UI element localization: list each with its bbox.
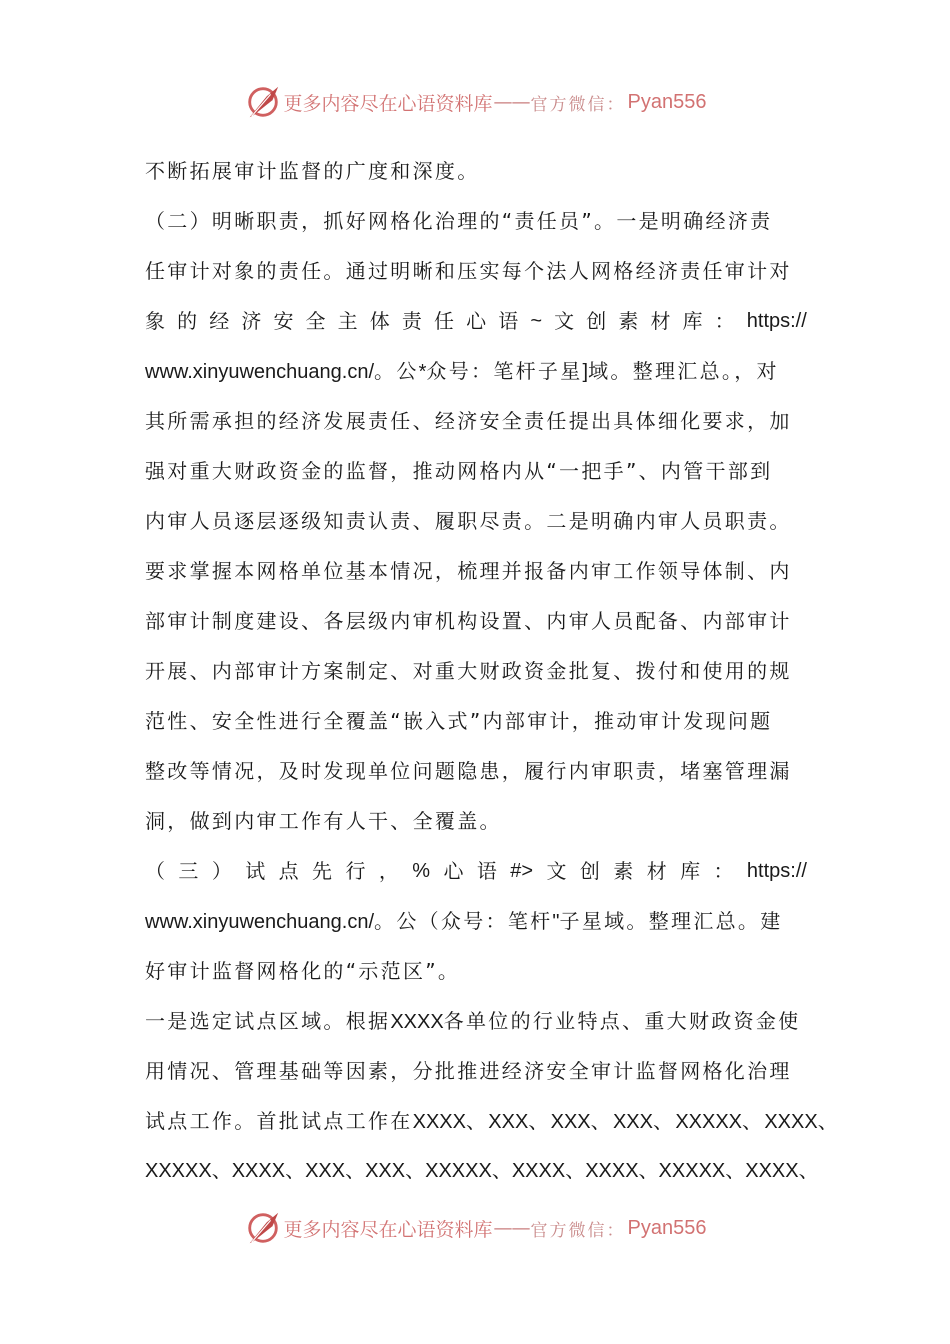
text-token: 素 [618, 309, 639, 333]
latin-run: www.xinyuwenchuang.cn/ [145, 361, 375, 383]
text-line: 内审人员逐层逐级知责认责、履职尽责。二是明确内审人员职责。 [145, 509, 792, 533]
text-token: 先 [312, 859, 333, 883]
text-token: 经 [209, 309, 230, 333]
text-token: 试 [245, 859, 266, 883]
text-token: 文 [554, 309, 575, 333]
text-token: 材 [646, 859, 667, 883]
latin-run: XXXX [390, 1011, 444, 1033]
text-line-justified [145, 1146, 819, 1196]
latin-run: XXX [488, 1111, 529, 1133]
latin-run: www.xinyuwenchuang.cn/ [145, 911, 375, 933]
text-token: 任 [433, 309, 454, 333]
text-token: 三 [178, 859, 199, 883]
text-token: 济 [241, 309, 262, 333]
text-token: 创 [579, 859, 600, 883]
banner-wechat-label: 官方微信： [530, 94, 626, 115]
text-token: 库 [682, 309, 703, 333]
text-token: % [412, 860, 431, 882]
text-line: 范性、安全性进行全覆盖“嵌入式”内部审计，推动审计发现问题 [145, 709, 773, 733]
text-token: 材 [650, 309, 671, 333]
latin-run: XXXX [412, 1111, 466, 1133]
latin-run: * [418, 361, 427, 383]
text-line: （二）明晰职责，抓好网格化治理的“责任员”。一是明确经济责 [145, 209, 773, 233]
text-token: 行 [345, 859, 366, 883]
text-line: 不断拓展审计监督的广度和深度。 [145, 159, 480, 183]
text-token: XXX、 [305, 1160, 366, 1182]
banner-separator: —— [493, 91, 530, 113]
text-token: 心 [443, 859, 464, 883]
quill-logo-icon [244, 83, 282, 121]
text-token: ： [713, 859, 734, 883]
text-line: 整改等情况，及时发现单位问题隐患，履行内审职责，堵塞管理漏 [145, 759, 792, 783]
text-token: XXXXX、 [658, 1160, 746, 1182]
text-token: XXXXX、 [425, 1160, 512, 1182]
banner-wechat-id: Pyan556 [627, 90, 707, 113]
text-token: 全 [305, 309, 326, 333]
latin-run: XXX [550, 1111, 591, 1133]
text-line: 试点工作。首批试点工作在XXXX、XXX、XXX、XXX、XXXXX、XXXX、 [145, 1109, 840, 1133]
text-token: XXXX、 [511, 1160, 586, 1182]
text-line-justified [145, 296, 807, 346]
text-token: #> [510, 860, 534, 882]
footer-watermark-banner [0, 1208, 950, 1248]
text-line: 要求掌握本网格单位基本情况，梳理并报备内审工作领导体制、内 [145, 559, 792, 583]
text-token: ） [211, 859, 232, 883]
header-watermark-banner [0, 82, 950, 122]
text-token: ： [714, 309, 735, 333]
text-token: 素 [613, 859, 634, 883]
text-token: 的 [177, 309, 198, 333]
quill-logo-icon [244, 1209, 282, 1247]
text-line: 其所需承担的经济发展责任、经济安全责任提出具体细化要求，加 [145, 409, 792, 433]
text-line: 强对重大财政资金的监督，推动网格内从“一把手”、内管干部到 [145, 459, 773, 483]
text-token: XXXX、 [585, 1160, 659, 1182]
latin-run: XXX [612, 1111, 653, 1133]
text-line: 用情况、管理基础等因素，分批推进经济安全审计监督网格化治理 [145, 1059, 792, 1083]
text-token: 安 [273, 309, 294, 333]
text-line: 好审计监督网格化的“示范区”。 [145, 959, 461, 983]
document-body [145, 146, 840, 1196]
banner-separator: —— [493, 1217, 530, 1239]
text-token: 语 [498, 309, 519, 333]
text-token: 责 [401, 309, 422, 333]
banner-wechat-label: 官方微信： [530, 1220, 626, 1241]
text-token: ， [378, 859, 399, 883]
text-token: https:// [746, 860, 807, 882]
text-token: ~ [530, 310, 542, 332]
text-token: 语 [476, 859, 497, 883]
text-line: www.xinyuwenchuang.cn/。公*众号：笔杆子星]域。整理汇总。，对 [145, 359, 779, 383]
banner-text: 更多内容尽在心语资料库 [283, 1218, 493, 1241]
text-token: XXXX、 [745, 1160, 819, 1182]
text-line: 任审计对象的责任。通过明晰和压实每个法人网格经济责任审计对 [145, 259, 792, 283]
text-token: 库 [680, 859, 701, 883]
latin-run: " [552, 911, 560, 933]
text-token: 心 [466, 309, 487, 333]
text-token: 点 [278, 859, 299, 883]
text-token: https:// [746, 310, 807, 332]
text-line: 部审计制度建设、各层级内审机构设置、内审人员配备、内部审计 [145, 609, 792, 633]
text-token: 象 [145, 309, 165, 333]
text-token: XXX、 [365, 1160, 426, 1182]
text-line-justified [145, 846, 807, 896]
text-token: 体 [369, 309, 390, 333]
text-token: XXXX、 [231, 1160, 306, 1182]
text-token: （ [145, 859, 165, 883]
text-line: 开展、内部审计方案制定、对重大财政资金批复、拨付和使用的规 [145, 659, 792, 683]
text-line: www.xinyuwenchuang.cn/。公（众号：笔杆"子星域。整理汇总。建 [145, 909, 783, 933]
text-token: 主 [337, 309, 358, 333]
banner-text: 更多内容尽在心语资料库 [283, 92, 493, 115]
latin-run: ] [582, 361, 589, 383]
text-token: XXXXX、 [145, 1160, 232, 1182]
text-line: 洞，做到内审工作有人干、全覆盖。 [145, 809, 502, 833]
text-token: 文 [546, 859, 567, 883]
text-token: 创 [586, 309, 607, 333]
latin-run: XXXXX [675, 1111, 743, 1133]
latin-run: XXXX [764, 1111, 818, 1133]
banner-wechat-id: Pyan556 [627, 1216, 707, 1239]
text-line: 一是选定试点区域。根据XXXX各单位的行业特点、重大财政资金使 [145, 1009, 801, 1033]
